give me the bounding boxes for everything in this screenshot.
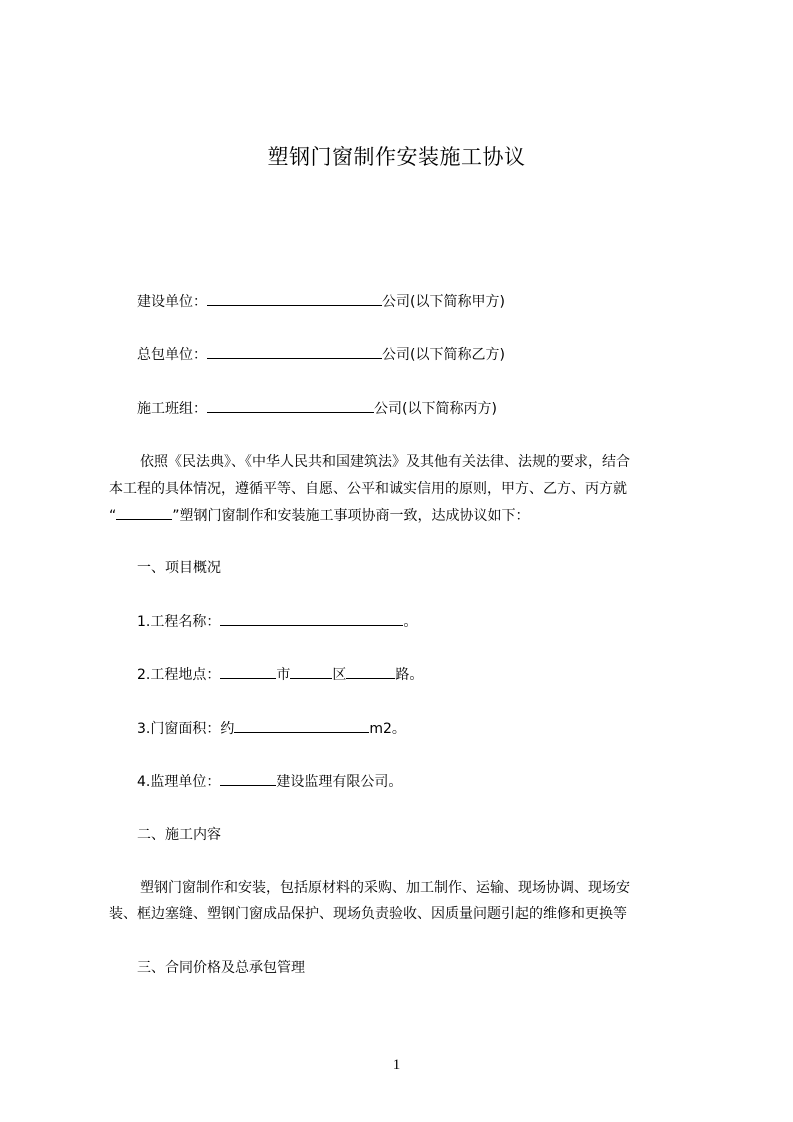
party-suffix: 公司(以下简称乙方) bbox=[382, 347, 505, 363]
blank-field bbox=[207, 292, 382, 306]
road-label: 路。 bbox=[395, 667, 424, 683]
page-number: 1 bbox=[392, 1057, 401, 1073]
blank-field bbox=[220, 772, 276, 786]
district-label: 区 bbox=[332, 667, 347, 683]
area-unit: m2。 bbox=[369, 721, 406, 737]
blank-field bbox=[220, 612, 403, 626]
item-window-area bbox=[137, 719, 406, 739]
city-label: 市 bbox=[276, 667, 291, 683]
party-label: 施工班组： bbox=[137, 401, 207, 417]
party-construction-unit bbox=[137, 292, 505, 312]
blank-field bbox=[220, 665, 276, 679]
section-heading-3: 三、合同价格及总承包管理 bbox=[137, 960, 305, 976]
party-label: 总包单位： bbox=[137, 347, 207, 363]
intro-line-3-text: ”塑钢门窗制作和安装施工事项协商一致，达成协议如下： bbox=[172, 508, 530, 524]
intro-line-3 bbox=[109, 506, 530, 526]
construction-content-line-1: 塑钢门窗制作和安装，包括原材料的采购、加工制作、运输、现场协调、现场安 bbox=[140, 880, 630, 896]
item-supervision-unit bbox=[137, 772, 402, 792]
blank-field bbox=[207, 345, 382, 359]
item-suffix: 建设监理有限公司。 bbox=[276, 774, 403, 790]
intro-line-2: 本工程的具体情况，遵循平等、自愿、公平和诚实信用的原则，甲方、乙方、丙方就 bbox=[109, 481, 627, 497]
party-label: 建设单位： bbox=[137, 294, 207, 310]
item-project-location bbox=[137, 665, 423, 685]
document-title: 塑钢门窗制作安装施工协议 bbox=[267, 145, 526, 169]
item-label: 3.门窗面积：约 bbox=[137, 721, 235, 737]
item-label: 2.工程地点： bbox=[137, 667, 221, 683]
quote-open: “ bbox=[109, 508, 117, 524]
party-suffix: 公司(以下简称丙方) bbox=[374, 401, 497, 417]
item-project-name bbox=[137, 612, 417, 632]
item-label: 1.工程名称： bbox=[137, 614, 221, 630]
blank-field bbox=[116, 506, 172, 520]
blank-field bbox=[346, 665, 395, 679]
party-construction-team bbox=[137, 399, 497, 419]
item-end: 。 bbox=[403, 614, 418, 630]
item-label: 4.监理单位： bbox=[137, 774, 221, 790]
construction-content-line-2: 装、框边塞缝、塑钢门窗成品保护、现场负责验收、因质量问题引起的维修和更换等 bbox=[109, 906, 627, 922]
blank-field bbox=[234, 719, 369, 733]
party-general-contractor bbox=[137, 345, 505, 365]
blank-field bbox=[207, 399, 374, 413]
blank-field bbox=[290, 665, 332, 679]
intro-line-1: 依照《民法典》、《中华人民共和国建筑法》及其他有关法律、法规的要求，结合 bbox=[140, 454, 630, 470]
section-heading-2: 二、施工内容 bbox=[137, 827, 221, 843]
section-heading-1: 一、项目概况 bbox=[137, 560, 221, 576]
party-suffix: 公司(以下简称甲方) bbox=[382, 294, 505, 310]
